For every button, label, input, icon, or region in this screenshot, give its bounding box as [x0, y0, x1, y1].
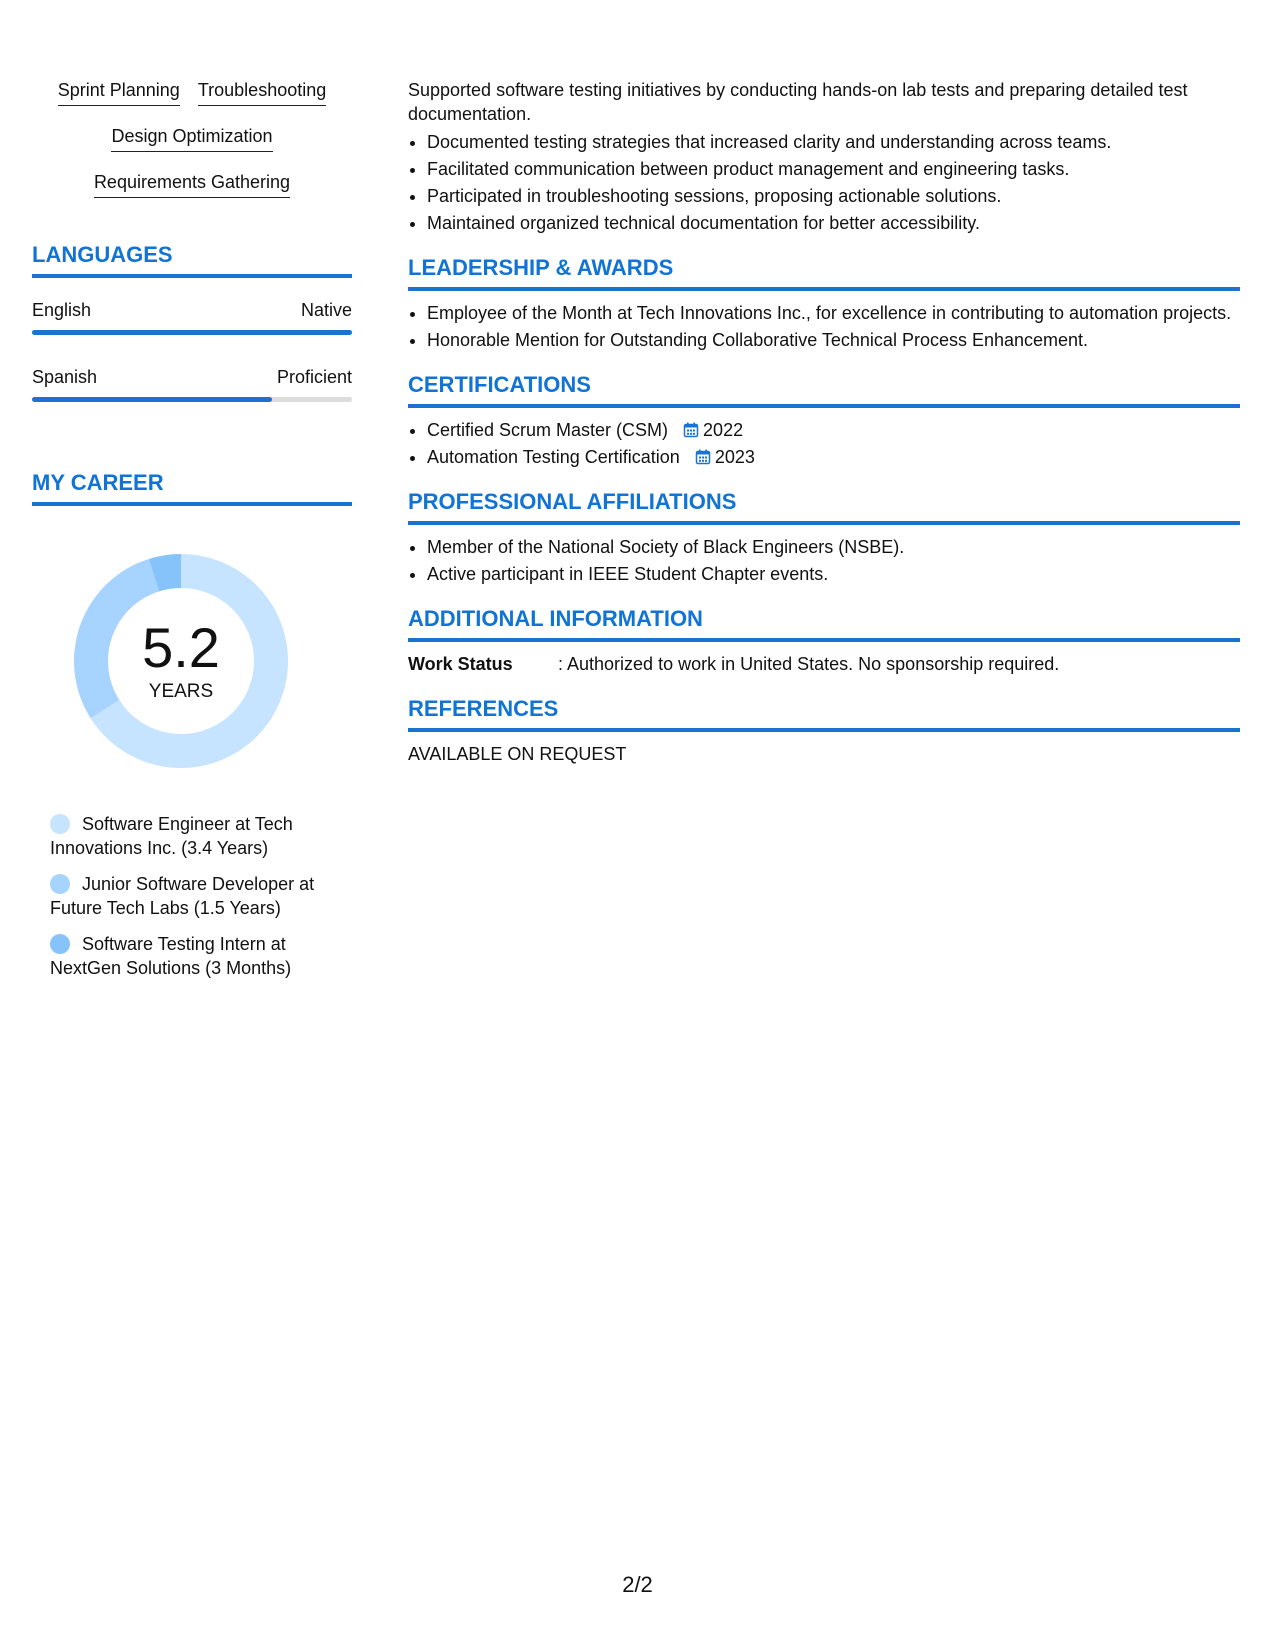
leadership-title: LEADERSHIP & AWARDS [408, 255, 1240, 291]
legend-label: Software Engineer at Tech Innovations Inc. (3.4 Years) [50, 814, 293, 858]
skill-tag: Design Optimization [111, 124, 272, 152]
page-number: 2/2 [622, 1572, 653, 1597]
legend-dot [50, 934, 70, 954]
right-column [408, 78, 1240, 766]
references-section [408, 696, 1240, 766]
work-status-row [408, 652, 1240, 676]
language-bar-fill [32, 397, 272, 402]
language-name: Spanish [32, 367, 98, 387]
additional-section [408, 606, 1240, 676]
legend-label: Software Testing Intern at NextGen Solutions (3 Months) [50, 934, 292, 978]
list-item: • Member of the National Society of Black Engineers (NSBE). [427, 535, 1240, 559]
language-level: Proficient [276, 367, 352, 387]
list-item: • Documented testing strategies that increased clarity and understanding across teams. [427, 130, 1240, 154]
legend-label: Junior Software Developer at Future Tech Labs (1.5 Years) [50, 874, 315, 918]
certifications-section [408, 372, 1240, 469]
certification-year: 2023 [714, 447, 755, 467]
language-level: Native [300, 300, 352, 320]
language-bar-fill [32, 330, 352, 335]
skill-tag: Requirements Gathering [94, 170, 290, 198]
affiliations-title: PROFESSIONAL AFFILIATIONS [408, 489, 1240, 525]
additional-title: ADDITIONAL INFORMATION [408, 606, 1240, 642]
list-item: • Active participant in IEEE Student Chapter events. [427, 562, 1240, 586]
work-status-label: Work Status [408, 654, 513, 674]
experience-bullets [408, 130, 1240, 235]
certifications-title: CERTIFICATIONS [408, 372, 1240, 408]
career-section [32, 470, 352, 980]
language-bar [32, 330, 352, 335]
legend-item [50, 932, 340, 980]
language-name: English [32, 300, 92, 320]
affiliations-section [408, 489, 1240, 586]
legend-dot [50, 814, 70, 834]
skill-tag: Sprint Planning [58, 78, 180, 106]
experience-summary: Supported software testing initiatives by conducting hands-on lab tests and preparing detailed test documentation. [408, 80, 1188, 124]
career-donut [66, 546, 296, 776]
language-item [32, 365, 352, 402]
skill-row [32, 170, 352, 198]
list-item: • Honorable Mention for Outstanding Collaborative Technical Process Enhancement. [427, 328, 1240, 352]
career-title: MY CAREER [32, 470, 352, 506]
legend-dot [50, 874, 70, 894]
skill-row [32, 124, 352, 152]
certification-name: Automation Testing Certification [427, 447, 680, 467]
languages-title: LANGUAGES [32, 242, 352, 278]
skill-row [32, 78, 352, 106]
experience-continuation [408, 78, 1240, 235]
list-item: • Maintained organized technical documentation for better accessibility. [427, 211, 1240, 235]
career-legend [50, 812, 340, 980]
left-column [32, 78, 352, 992]
skills-list [32, 78, 352, 198]
references-text: AVAILABLE ON REQUEST [408, 744, 627, 764]
certification-name: Certified Scrum Master (CSM) [427, 420, 669, 440]
leadership-section [408, 255, 1240, 352]
legend-item [50, 872, 340, 920]
list-item: • Facilitated communication between product management and engineering tasks. [427, 157, 1240, 181]
list-item: • Participated in troubleshooting sessions, proposing actionable solutions. [427, 184, 1240, 208]
skill-tag: Troubleshooting [198, 78, 326, 106]
languages-section [32, 242, 352, 402]
certification-item [427, 418, 1240, 442]
calendar-icon [695, 449, 711, 465]
career-unit: YEARS [148, 681, 214, 702]
career-total: 5.2 [142, 616, 220, 679]
legend-item [50, 812, 340, 860]
work-status-value: : Authorized to work in United States. No sponsorship required. [558, 654, 1060, 674]
list-item: • Employee of the Month at Tech Innovations Inc., for excellence in contributing to automation projects. [427, 301, 1240, 325]
language-bar [32, 397, 352, 402]
certification-item [427, 445, 1240, 469]
references-title: REFERENCES [408, 696, 1240, 732]
certification-year: 2022 [703, 420, 744, 440]
calendar-icon [683, 422, 699, 438]
language-item [32, 298, 352, 335]
